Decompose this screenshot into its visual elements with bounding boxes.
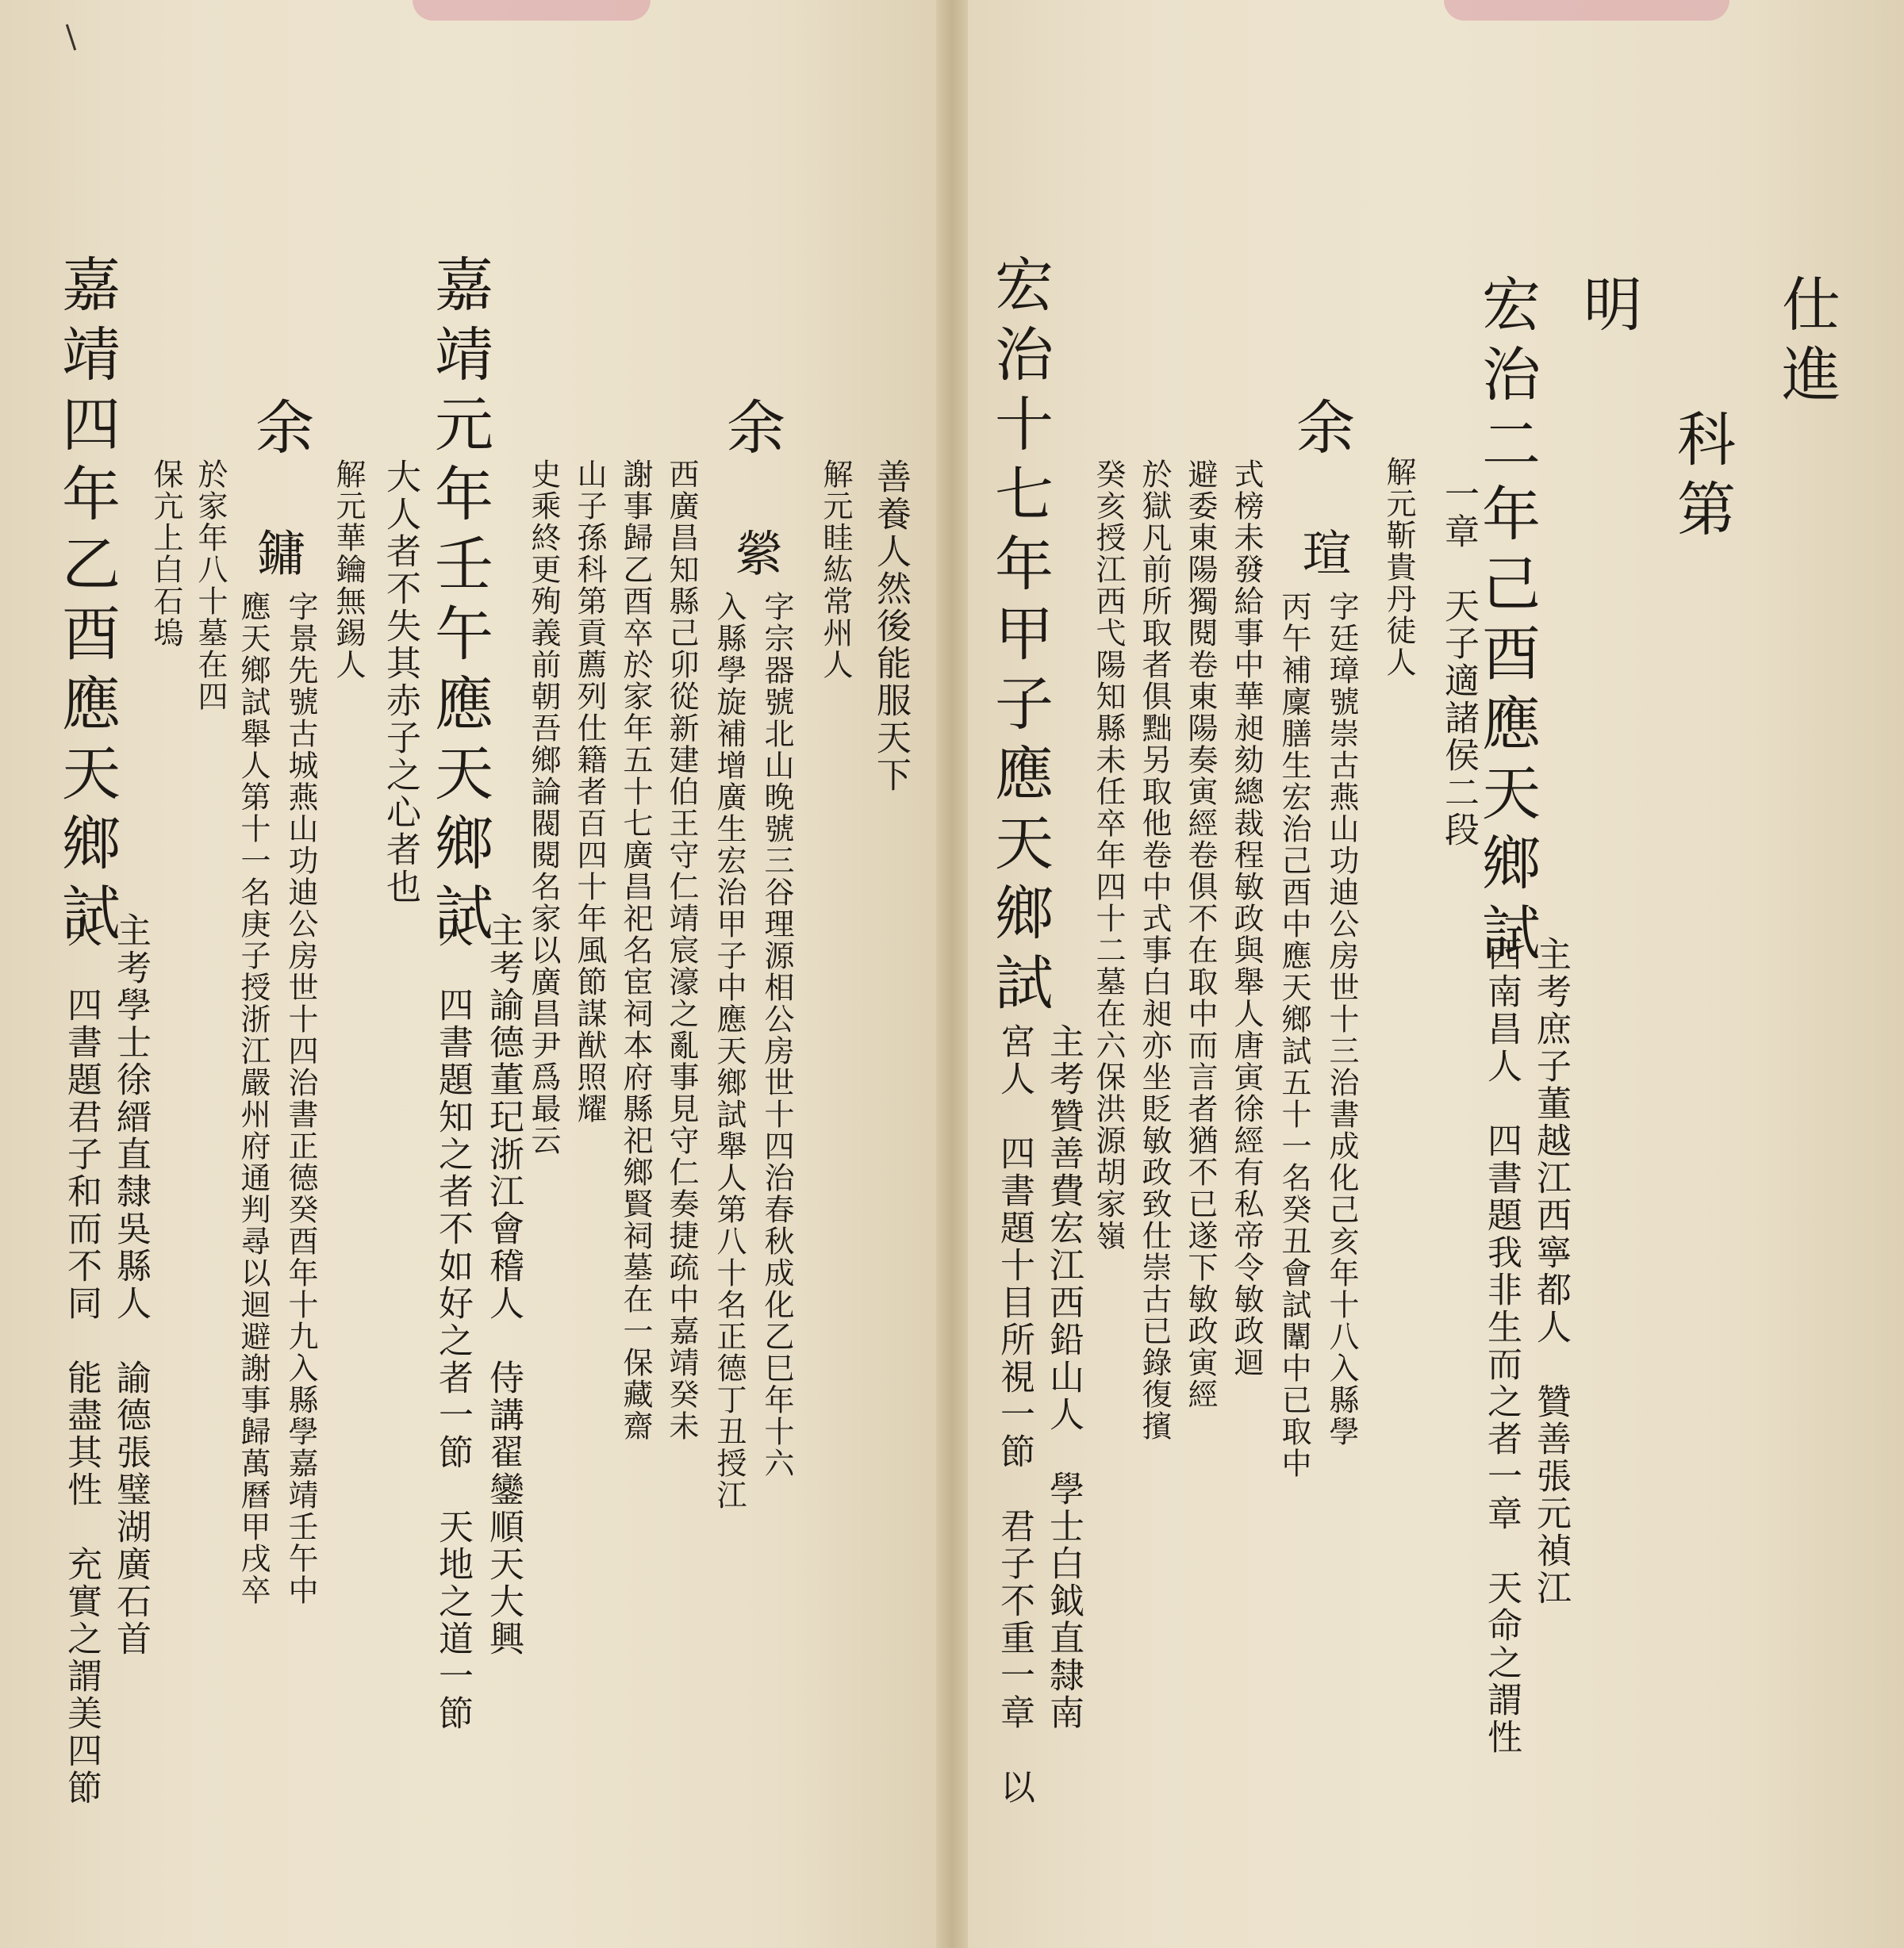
jieyuan-note: 解元眭紘常州人 <box>818 458 853 681</box>
examiner-line: 主考諭德董玘浙江會稽人 侍講翟鑾順天大興 <box>483 912 524 1658</box>
examiner-line: 人 四書題知之者不如好之者一節 天地之道一節 <box>432 912 473 1732</box>
examiner-line: 一章 天子適諸侯二段 <box>1438 476 1479 849</box>
examiner-line: 大人者不失其赤子之心者也 <box>380 458 420 906</box>
person-given-name: 瑄 <box>1294 527 1352 585</box>
biography-line: 西廣昌知縣己卯從新建伯王守仁靖宸濠之亂事見守仁奏捷疏中嘉靖癸未 <box>664 458 699 1442</box>
biography-line: 字廷璋號崇古燕山功迪公房世十三治書成化己亥年十八入縣學 <box>1324 591 1359 1448</box>
biography-line: 癸亥授江西弋陽知縣未任卒年四十二墓在六保洪源胡家嶺 <box>1091 458 1126 1252</box>
biography-line: 保亢上白石塢 <box>148 458 183 649</box>
examiner-line: 善養人然後能服天下 <box>870 458 911 794</box>
biography-line: 字宗器號北山晚號三谷理源相公房世十四治春秋成化乙巳年十六 <box>759 591 794 1479</box>
biography-line: 字景先號古城燕山功迪公房世十四治書正德癸酉年十九入縣學嘉靖壬午中 <box>283 591 318 1606</box>
biography-line: 應天鄉試舉人第十一名庚子授浙江嚴州府通判尋以迴避謝事歸萬曆甲戌卒 <box>236 591 271 1606</box>
person-given-name: 鏞 <box>248 527 306 585</box>
person-surname: 余 <box>246 397 314 466</box>
person-surname: 余 <box>1287 397 1355 466</box>
examiner-line: 人 四書題君子和而不同 能盡其性 充實之謂美四節 <box>61 912 102 1807</box>
section-title: 仕進 <box>1772 274 1841 413</box>
biography-line: 丙午補廩膳生宏治己酉中應天鄉試五十一名癸丑會試闈中已取中 <box>1276 591 1311 1479</box>
biography-line: 於獄凡前所取者俱黜另取他卷中式事白昶亦坐貶敏政致仕崇古已錄復擯 <box>1137 458 1172 1442</box>
exam-heading: 宏治十七年甲子應天鄉試 <box>985 254 1054 1022</box>
biography-line: 史乘終更殉義前朝吾鄉論閥閱名家以廣昌尹爲最云 <box>526 458 561 1156</box>
exam-heading: 嘉靖元年壬午應天鄉試 <box>425 254 493 952</box>
biography-line: 入縣學旋補增廣生宏治甲子中應天鄉試舉人第八十名正德丁丑授江 <box>712 591 747 1511</box>
examiner-line: 主考庶子董越江西寧都人 贊善張元禎江 <box>1530 936 1571 1607</box>
examiner-line: 西南昌人 四書題我非生而之者一章 天命之謂性 <box>1481 936 1522 1756</box>
examiner-line: 主考學士徐縉直隸吳縣人 諭德張璧湖廣石首 <box>110 912 151 1658</box>
book-gutter <box>936 0 968 1948</box>
examiner-line: 宮人 四書題十目所視一節 君子不重一章 以 <box>994 1023 1035 1806</box>
jieyuan-note: 解元華鑰無錫人 <box>331 458 366 681</box>
person-given-name: 縈 <box>726 527 784 585</box>
jieyuan-note: 解元靳貴丹徒人 <box>1381 456 1416 678</box>
biography-line: 於家年八十墓在四 <box>193 458 228 712</box>
dynasty-label: 明 <box>1574 274 1642 343</box>
exam-heading: 嘉靖四年乙酉應天鄉試 <box>52 254 121 952</box>
red-stain <box>1444 0 1729 21</box>
biography-line: 式榜未發給事中華昶劾總裁程敏政與舉人唐寅徐經有私帝令敏政迴 <box>1229 458 1264 1379</box>
examiner-line: 主考贊善費宏江西鉛山人 學士白鉞直隸南 <box>1043 1023 1084 1731</box>
person-surname: 余 <box>717 397 785 466</box>
biography-line: 山子孫科第貢薦列仕籍者百四十年風節謀猷照耀 <box>572 458 607 1125</box>
subsection-title: 科第 <box>1668 408 1736 548</box>
biography-line: 謝事歸乙酉卒於家年五十七廣昌祀名宦祠本府縣祀鄉賢祠墓在一保藏齋 <box>618 458 653 1442</box>
biography-line: 避委東陽獨閱卷東陽奏寅經卷俱不在取中而言者猶不已遂下敏政寅經 <box>1183 458 1218 1410</box>
red-stain <box>413 0 651 21</box>
exam-heading: 宏治二年己酉應天鄉試 <box>1472 274 1541 972</box>
